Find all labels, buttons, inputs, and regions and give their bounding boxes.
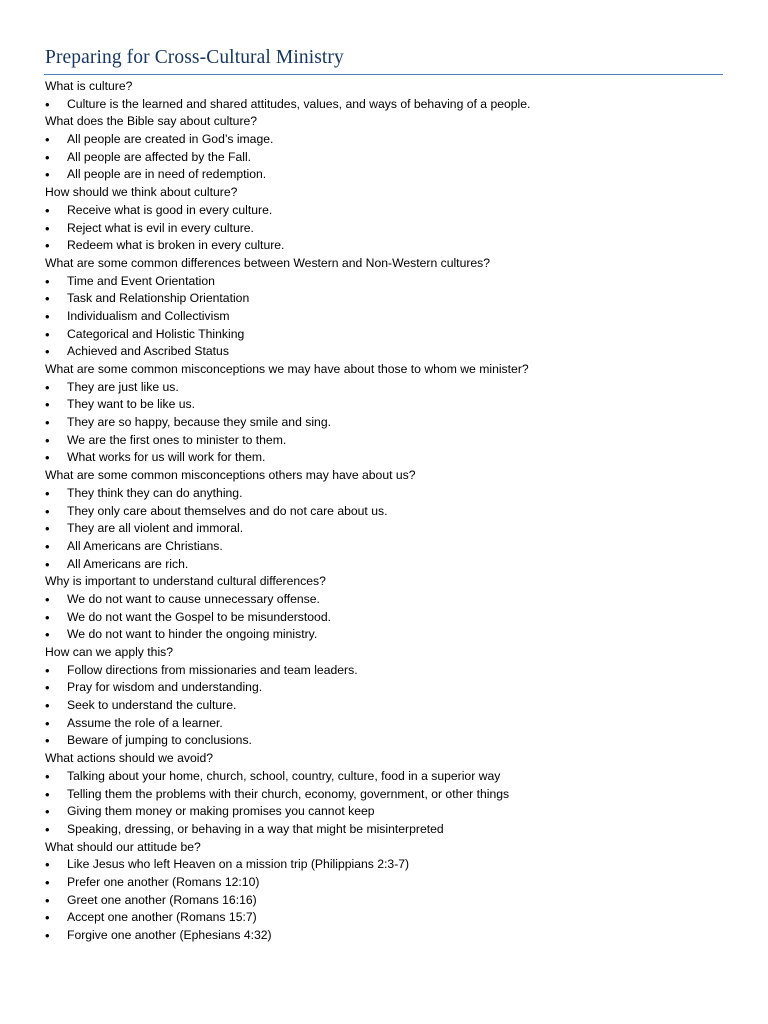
bullet-list [45, 662, 725, 750]
bullet-list [45, 768, 725, 839]
list-item: • All people are affected by the Fall. [45, 149, 725, 167]
qa-section [45, 361, 725, 467]
qa-section [45, 255, 725, 361]
qa-section [45, 467, 725, 573]
qa-section [45, 184, 725, 255]
list-item: • All Americans are rich. [45, 556, 725, 574]
list-item: • We are the first ones to minister to them. [45, 432, 725, 450]
section-question: What does the Bible say about culture? [45, 114, 258, 129]
qa-section [45, 750, 725, 838]
section-question: What actions should we avoid? [45, 751, 214, 766]
qa-section [45, 839, 725, 945]
list-item: • Accept one another (Romans 15:7) [45, 909, 725, 927]
title-underline [44, 74, 723, 75]
section-question: What are some common misconceptions we may have about those to whom we minister? [45, 362, 529, 376]
document-title: Preparing for Cross-Cultural Ministry [45, 47, 344, 68]
section-question: How can we apply this? [45, 645, 174, 659]
list-item: • Giving them money or making promises you cannot keep [45, 803, 725, 821]
section-question: What should our attitude be? [45, 839, 201, 854]
list-item: • Follow directions from missionaries and team leaders. [45, 662, 725, 680]
qa-section [45, 78, 725, 113]
section-question: What are some common misconceptions others may have about us? [45, 468, 416, 483]
list-item: • We do not want the Gospel to be misunderstood. [45, 609, 725, 627]
list-item: • Seek to understand the culture. [45, 697, 725, 715]
list-item: • Pray for wisdom and understanding. [45, 679, 725, 697]
list-item: • Reject what is evil in every culture. [45, 220, 725, 238]
list-item: • Redeem what is broken in every culture. [45, 237, 725, 255]
list-item: • Achieved and Ascribed Status [45, 343, 725, 361]
list-item: • Individualism and Collectivism [45, 308, 725, 326]
bullet-list [45, 591, 725, 644]
list-item: • Prefer one another (Romans 12:10) [45, 874, 725, 892]
list-item: • We do not want to hinder the ongoing ministry. [45, 626, 725, 644]
list-item: • Like Jesus who left Heaven on a mission trip (Philippians 2:3-7) [45, 856, 725, 874]
bullet-list [45, 485, 725, 573]
list-item: • They only care about themselves and do not care about us. [45, 503, 725, 521]
qa-section [45, 113, 725, 184]
section-question: What are some common differences between Western and Non-Western cultures? [45, 255, 491, 270]
list-item: • What works for us will work for them. [45, 449, 725, 467]
list-item: • Categorical and Holistic Thinking [45, 326, 725, 344]
list-item: • Speaking, dressing, or behaving in a way that might be misinterpreted [45, 821, 725, 839]
bullet-list [45, 202, 725, 255]
list-item: • Time and Event Orientation [45, 273, 725, 291]
list-item: • They want to be like us. [45, 396, 725, 414]
list-item: • Assume the role of a learner. [45, 715, 725, 733]
list-item: • Beware of jumping to conclusions. [45, 732, 725, 750]
list-item: • Telling them the problems with their church, economy, government, or other things [45, 786, 725, 804]
list-item: • Receive what is good in every culture. [45, 202, 725, 220]
bullet-list [45, 96, 725, 114]
list-item: • Culture is the learned and shared attitudes, values, and ways of behaving of a people. [45, 96, 725, 114]
list-item: • All people are created in God’s image. [45, 131, 725, 149]
list-item: • They are all violent and immoral. [45, 520, 725, 538]
qa-section [45, 573, 725, 644]
list-item: • We do not want to cause unnecessary offense. [45, 591, 725, 609]
list-item: • They are just like us. [45, 379, 725, 397]
list-item: • All Americans are Christians. [45, 538, 725, 556]
bullet-list [45, 856, 725, 944]
list-item: • Greet one another (Romans 16:16) [45, 892, 725, 910]
qa-section [45, 644, 725, 750]
list-item: • Talking about your home, church, school, country, culture, food in a superior way [45, 768, 725, 786]
list-item: • They think they can do anything. [45, 485, 725, 503]
list-item: • All people are in need of redemption. [45, 166, 725, 184]
list-item: • Forgive one another (Ephesians 4:32) [45, 927, 725, 945]
section-question: What is culture? [45, 79, 133, 93]
bullet-list [45, 273, 725, 361]
list-item: • Task and Relationship Orientation [45, 290, 725, 308]
document-body [45, 78, 725, 945]
bullet-list [45, 379, 725, 467]
section-question: Why is important to understand cultural differences? [45, 574, 326, 589]
list-item: • They are so happy, because they smile and sing. [45, 414, 725, 432]
bullet-list [45, 131, 725, 184]
section-question: How should we think about culture? [45, 185, 238, 200]
